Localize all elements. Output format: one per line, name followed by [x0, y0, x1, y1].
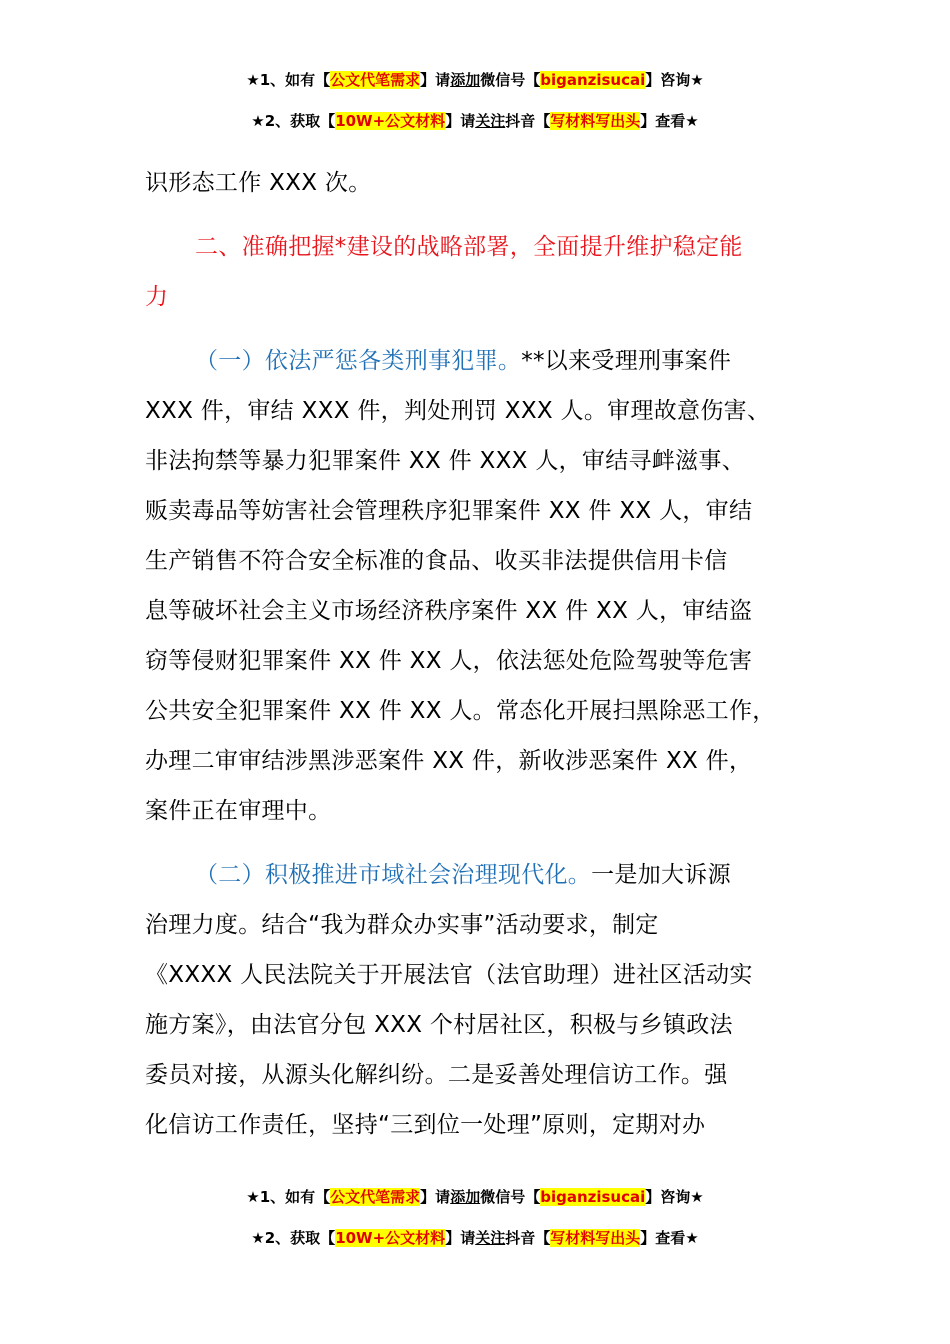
promo-underlined: 添加 [450, 1188, 481, 1206]
subsection-2-first-line [145, 850, 835, 900]
promo-text: ★1、如有【 [246, 71, 331, 89]
promo-text: ★1、如有【 [246, 1188, 331, 1206]
document-body [145, 158, 835, 1150]
promo-text: 】咨询★ [645, 1188, 704, 1206]
paragraph-line: 识形态工作 XXX 次。 [145, 170, 372, 196]
subsection-heading: （一）依法严惩各类刑事犯罪。 [195, 348, 522, 374]
promo-underlined: 关注 [475, 112, 506, 130]
promo-highlight: 10W+公文材料 [335, 1229, 446, 1247]
promo-text: 微信号【 [480, 1188, 541, 1206]
paragraph-text: **以来受理刑事案件 [521, 348, 732, 374]
promo-text: 】请 [445, 1229, 476, 1247]
header-promo-line-2 [0, 111, 950, 131]
paragraph-text: 一是加大诉源 [591, 862, 731, 888]
section-heading-cont: 力 [145, 284, 169, 310]
promo-text: 】请 [420, 1188, 451, 1206]
promo-text: ★2、获取【 [251, 112, 336, 130]
paragraph-line: 《XXXX 人民法院关于开展法官（法官助理）进社区活动实 [145, 962, 753, 988]
promo-highlight: 公文代笔需求 [330, 1188, 421, 1206]
promo-highlight: 写材料写出头 [550, 112, 641, 130]
promo-text: ★2、获取【 [251, 1229, 336, 1247]
promo-highlight: 10W+公文材料 [335, 112, 446, 130]
promo-text: 抖音【 [505, 1229, 551, 1247]
paragraph-line: XXX 件，审结 XXX 件，判处刑罚 XXX 人。审理故意伤害、 [145, 398, 771, 424]
paragraph-line: 治理力度。结合“我为群众办实事”活动要求，制定 [145, 912, 659, 938]
paragraph-line: 案件正在审理中。 [145, 798, 332, 824]
promo-wechat-id: biganzisucai [540, 1188, 646, 1206]
promo-text: 】请 [420, 71, 451, 89]
paragraph-line: 办理二审审结涉黑涉恶案件 XX 件，新收涉恶案件 XX 件， [145, 748, 753, 774]
paragraph-line: 窃等侵财犯罪案件 XX 件 XX 人，依法惩处危险驾驶等危害 [145, 648, 753, 674]
promo-underlined: 添加 [450, 71, 481, 89]
footer-promo-line-1 [0, 1187, 950, 1207]
promo-wechat-id: biganzisucai [540, 71, 646, 89]
promo-underlined: 关注 [475, 1229, 506, 1247]
paragraph-line: 息等破坏社会主义市场经济秩序案件 XX 件 XX 人，审结盗 [145, 598, 753, 624]
promo-text: 】查看★ [640, 112, 699, 130]
paragraph-line: 生产销售不符合安全标准的食品、收买非法提供信用卡信 [145, 548, 728, 574]
header-promo-line-1 [0, 70, 950, 90]
subsection-heading: （二）积极推进市域社会治理现代化。 [195, 862, 592, 888]
paragraph-line: 施方案》，由法官分包 XXX 个村居社区，积极与乡镇政法 [145, 1012, 733, 1038]
promo-highlight: 写材料写出头 [550, 1229, 641, 1247]
promo-text: 抖音【 [505, 112, 551, 130]
section-heading: 二、准确把握*建设的战略部署，全面提升维护稳定能 [195, 234, 743, 260]
promo-text: 】咨询★ [645, 71, 704, 89]
paragraph-line: 委员对接，从源头化解纠纷。二是妥善处理信访工作。强 [145, 1062, 728, 1088]
promo-highlight: 公文代笔需求 [330, 71, 421, 89]
paragraph-line: 化信访工作责任，坚持“三到位一处理”原则，定期对办 [145, 1112, 706, 1138]
subsection-1-first-line [145, 336, 835, 386]
paragraph-line: 贩卖毒品等妨害社会管理秩序犯罪案件 XX 件 XX 人，审结 [145, 498, 753, 524]
promo-text: 】请 [445, 112, 476, 130]
paragraph-line: 公共安全犯罪案件 XX 件 XX 人。常态化开展扫黑除恶工作， [145, 698, 776, 724]
promo-text: 微信号【 [480, 71, 541, 89]
promo-text: 】查看★ [640, 1229, 699, 1247]
paragraph-line: 非法拘禁等暴力犯罪案件 XX 件 XXX 人，审结寻衅滋事、 [145, 448, 746, 474]
footer-promo-line-2 [0, 1228, 950, 1248]
